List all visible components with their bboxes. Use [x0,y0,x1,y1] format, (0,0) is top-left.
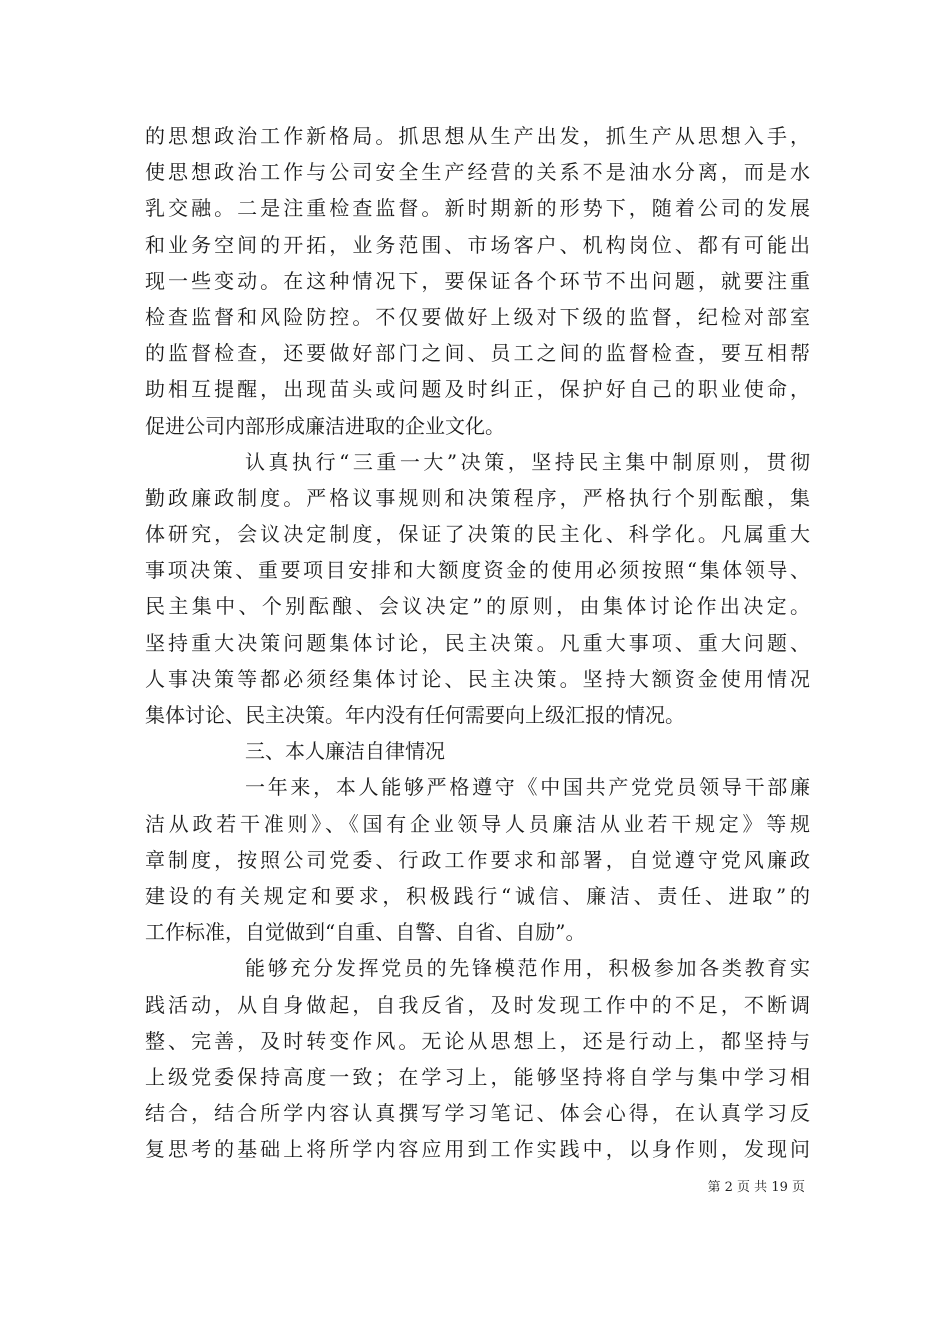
text-line: 人事决策等都必须经集体讨论、民主决策。坚持大额资金使用情况 [145,666,810,691]
text-line: 章制度，按照公司党委、行政工作要求和部署，自觉遵守党风廉政 [145,847,810,872]
text-line: 洁从政若干准则》、《国有企业领导人员廉洁从业若干规定》等规 [145,811,810,836]
text-line: 工作标准，自觉做到“自重、自警、自省、自励”。 [145,920,586,945]
text-line: 上级党委保持高度一致；在学习上，能够坚持将自学与集中学习相 [145,1064,810,1089]
text-line: 勤政廉政制度。严格议事规则和决策程序，严格执行个别酝酿，集 [145,485,810,510]
paragraph-first-line: 能够充分发挥党员的先锋模范作用，积极参加各类教育实 [245,956,810,981]
text-line: 检查监督和风险防控。不仅要做好上级对下级的监督，纪检对部室 [145,304,810,329]
text-line: 使思想政治工作与公司安全生产经营的关系不是油水分离，而是水 [145,160,810,185]
text-line: 坚持重大决策问题集体讨论，民主决策。凡重大事项、重大问题、 [145,630,810,655]
text-line: 整、完善，及时转变作风。无论从思想上，还是行动上，都坚持与 [145,1028,810,1053]
paragraph-first-line: 认真执行“三重一大”决策，坚持民主集中制原则，贯彻 [245,449,810,474]
text-line: 的思想政治工作新格局。抓思想从生产出发，抓生产从思想入手， [145,124,810,148]
text-line: 践活动，从自身做起，自我反省，及时发现工作中的不足，不断调 [145,992,810,1017]
paragraph-first-line: 一年来，本人能够严格遵守《中国共产党党员领导干部廉 [245,775,810,800]
text-line: 助相互提醒，出现苗头或问题及时纠正，保护好自己的职业使命， [145,377,810,402]
text-line: 集体讨论、民主决策。年内没有任何需要向上级汇报的情况。 [145,703,685,727]
text-line: 现一些变动。在这种情况下，要保证各个环节不出问题，就要注重 [145,268,810,293]
text-line: 结合，结合所学内容认真撰写学习笔记、体会心得，在认真学习反 [145,1101,810,1126]
text-line: 的监督检查，还要做好部门之间、员工之间的监督检查，要互相帮 [145,341,810,366]
text-line: 建设的有关规定和要求，积极践行“诚信、廉洁、责任、进取”的 [145,883,810,908]
text-line: 和业务空间的开拓，业务范围、市场客户、机构岗位、都有可能出 [145,232,810,257]
text-line: 体研究，会议决定制度，保证了决策的民主化、科学化。凡属重大 [145,522,810,547]
document-body [145,118,810,1167]
page-number-footer: 第 2 页 共 19 页 [707,1180,805,1195]
text-line: 事项决策、重要项目安排和大额度资金的使用必须按照“集体领导、 [145,558,810,583]
text-line: 民主集中、个别酝酿、会议决定”的原则，由集体讨论作出决定。 [145,594,810,619]
text-line: 乳交融。二是注重检查监督。新时期新的形势下，随着公司的发展 [145,196,810,221]
text-line: 复思考的基础上将所学内容应用到工作实践中，以身作则，发现问 [145,1137,810,1162]
text-line: 促进公司内部形成廉洁进取的企业文化。 [145,413,505,438]
paragraph-first-line: 三、本人廉洁自律情况 [245,739,445,764]
